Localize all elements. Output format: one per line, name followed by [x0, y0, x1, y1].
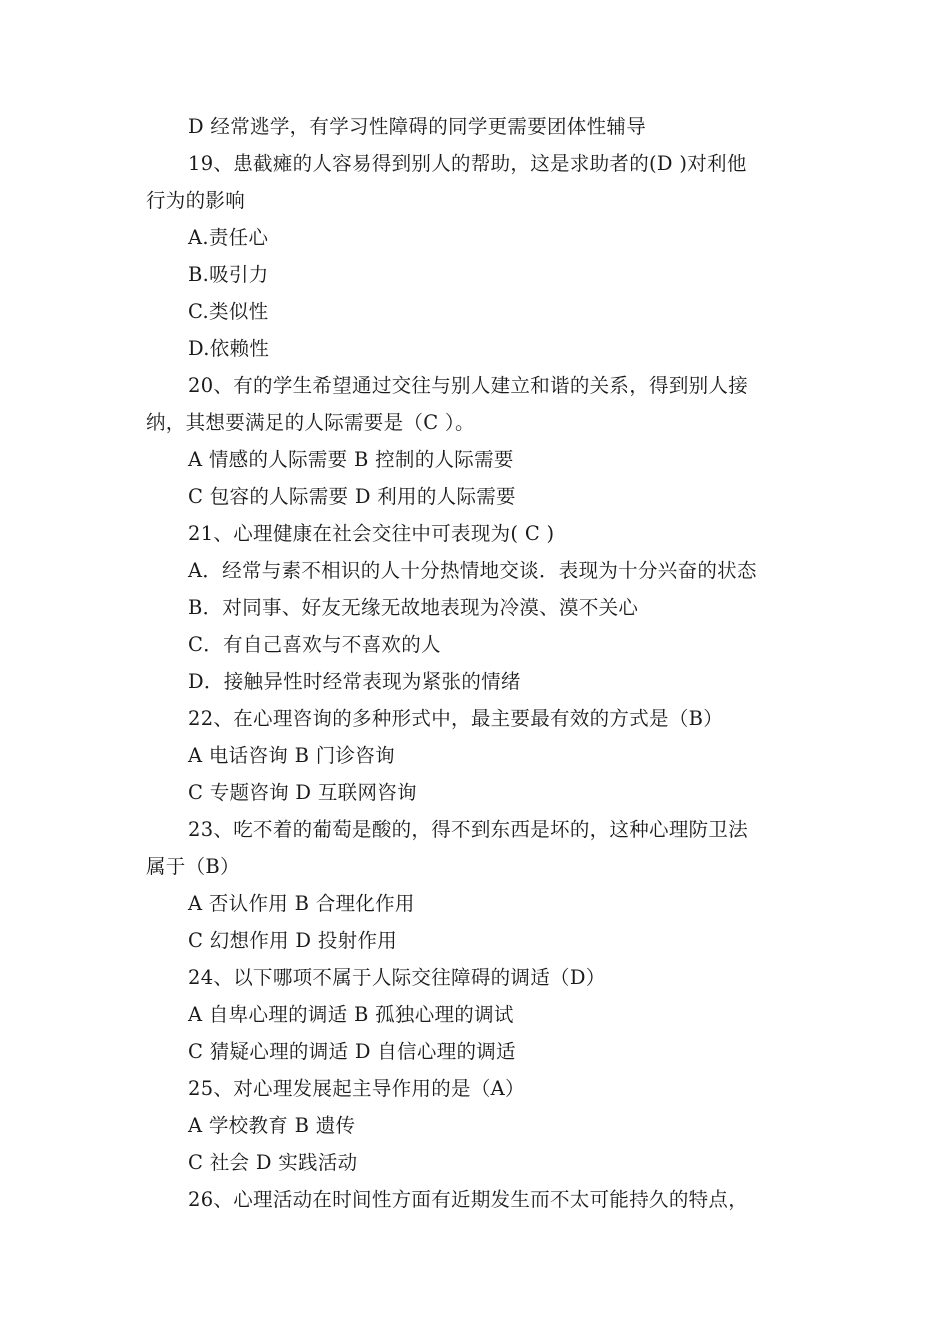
question-20-options-ab: A 情感的人际需要 B 控制的人际需要: [188, 448, 514, 471]
question-26-text: 26、心理活动在时间性方面有近期发生而不太可能持久的特点，: [188, 1188, 749, 1211]
question-21-option-c: C．有自己喜欢与不喜欢的人: [188, 633, 441, 656]
question-25-options-cd: C 社会 D 实践活动: [188, 1151, 358, 1174]
question-20-options-cd: C 包容的人际需要 D 利用的人际需要: [188, 485, 516, 508]
question-22-options-ab: A 电话咨询 B 门诊咨询: [188, 744, 395, 767]
question-24-options-cd: C 猜疑心理的调适 D 自信心理的调适: [188, 1040, 516, 1063]
question-19-option-a: A.责任心: [188, 226, 269, 249]
question-23-options-ab: A 否认作用 B 合理化作用: [188, 892, 415, 915]
answer-option-text: D 经常逃学，有学习性障碍的同学更需要团体性辅导: [188, 115, 647, 138]
question-25-options-ab: A 学校教育 B 遗传: [188, 1114, 356, 1137]
question-20-text: 20、有的学生希望通过交往与别人建立和谐的关系，得到别人接: [188, 374, 749, 397]
question-24-text: 24、以下哪项不属于人际交往障碍的调适（D）: [188, 966, 606, 989]
question-23-text-continued: 属于（B）: [146, 855, 240, 878]
question-19-option-c: C.类似性: [188, 300, 269, 323]
question-21-option-a: A．经常与素不相识的人十分热情地交谈．表现为十分兴奋的状态: [188, 559, 757, 582]
question-24-options-ab: A 自卑心理的调适 B 孤独心理的调试: [188, 1003, 514, 1026]
question-19-text-continued: 行为的影响: [146, 189, 246, 212]
question-25-text: 25、对心理发展起主导作用的是（A）: [188, 1077, 525, 1100]
question-23-text: 23、吃不着的葡萄是酸的，得不到东西是坏的，这种心理防卫法: [188, 818, 749, 841]
question-20-text-continued: 纳，其想要满足的人际需要是（C ）。: [146, 411, 475, 434]
question-19-text: 19、患截瘫的人容易得到别人的帮助，这是求助者的(D )对利他: [188, 152, 747, 175]
question-21-text: 21、心理健康在社会交往中可表现为( C ): [188, 522, 555, 545]
question-22-options-cd: C 专题咨询 D 互联网咨询: [188, 781, 417, 804]
question-19-option-b: B.吸引力: [188, 263, 269, 286]
question-21-option-b: B．对同事、好友无缘无故地表现为冷漠、漠不关心: [188, 596, 639, 619]
question-19-option-d: D.依赖性: [188, 337, 270, 360]
question-21-option-d: D．接触异性时经常表现为紧张的情绪: [188, 670, 521, 693]
question-22-text: 22、在心理咨询的多种形式中，最主要最有效的方式是（B）: [188, 707, 724, 730]
question-23-options-cd: C 幻想作用 D 投射作用: [188, 929, 398, 952]
